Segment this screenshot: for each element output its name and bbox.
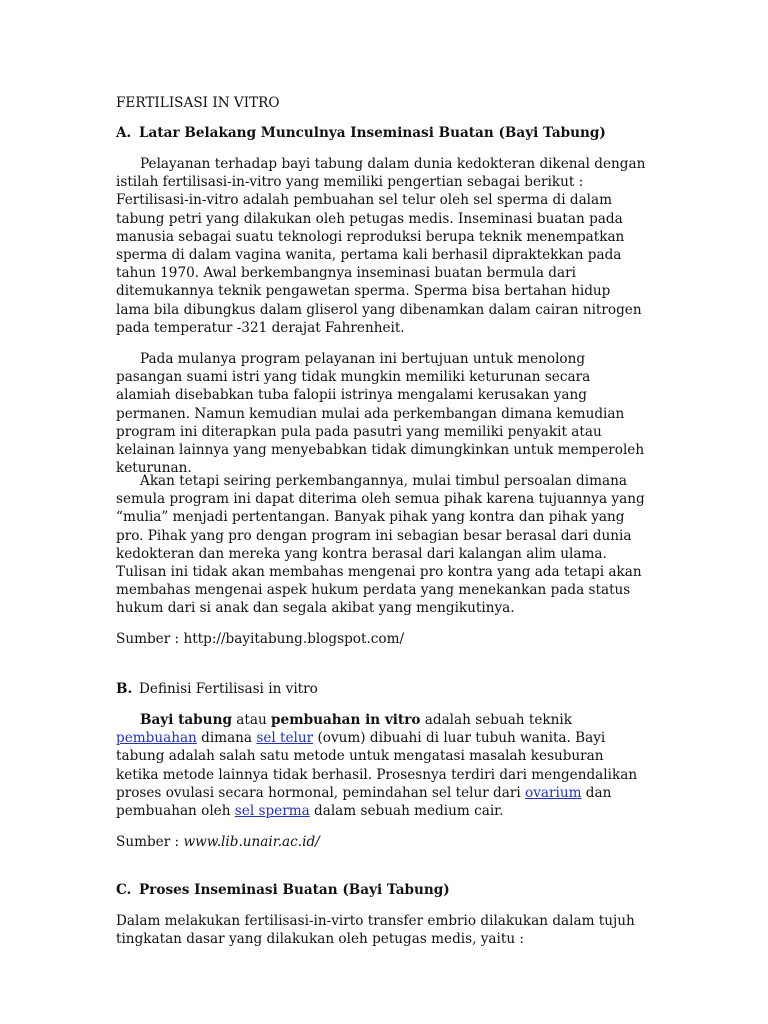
link-sel-sperma[interactable]: sel sperma [234,803,310,820]
source-url: http://bayitabung.blogspot.com/ [183,631,405,647]
document-title: FERTILISASI IN VITRO [116,95,280,111]
section-b-title: Definisi Fertilisasi in vitro [139,681,318,697]
section-a-source [116,630,646,648]
text-fragment: dalam sebuah medium cair. [309,803,504,820]
section-c-letter: C. [116,882,132,898]
section-a-letter: A. [116,125,132,141]
section-c-title: Proses Inseminasi Buatan (Bayi Tabung) [139,882,450,898]
link-sel-telur[interactable]: sel telur [256,730,314,747]
section-c-paragraph: Dalam melakukan fertilisasi-in-virto transfer embrio dilakukan dalam tujuh tingkatan dasar yang dilakukan oleh petugas medis, yaitu : [116,913,635,948]
text-fragment: atau [231,712,272,728]
source-label: Sumber : [116,631,180,647]
link-ovarium[interactable]: ovarium [525,784,582,801]
section-b-source [116,833,646,851]
section-a-title: Latar Belakang Munculnya Inseminasi Buatan (Bayi Tabung) [139,125,606,141]
text-fragment: dan pembuahan oleh [116,784,612,820]
section-a-paragraph-2: Pada mulanya program pelayanan ini bertujuan untuk menolong pasangan suami istri yang tidak mungkin memiliki keturunan secara alamiah disebabkan tuba falopii istrinya mengalami kerusakan yang permanen. Namun kemudian mulai ada perkembangan dimana kemudian program ini diterapkan pula pada pasutri yang memiliki penyakit atau kelainan lainnya yang menyebabkan tidak dimungkinkan untuk memperoleh keturunan. [116,351,645,477]
text-fragment: adalah sebuah teknik [420,712,572,728]
text-fragment: (ovum) dibuahi di luar tubuh wanita. Bayi tabung adalah salah satu metode untuk mengatasi masalah kesuburan ketika metode lainnya tidak berhasil. Prosesnya terdiri dari mengendalikan proses ovulasi secara hormonal, pemindahan sel telur dari [116,730,638,801]
section-c-heading [116,881,646,899]
section-b-paragraph [116,711,646,820]
section-b-letter: B. [116,681,133,697]
section-a-paragraph-3: Akan tetapi seiring perkembangannya, mulai timbul persoalan dimana semula program ini dapat diterima oleh semua pihak karena tujuannya yang “mulia” menjadi pertentangan. Banyak pihak yang kontra dan pihak yang pro. Pihak yang pro dengan program ini sebagian besar berasal dari dunia kedokteran dan mereka yang kontra berasal dari kalangan alim ulama. Tulisan ini tidak akan membahas mengenai pro kontra yang ada tetapi akan membahas mengenai aspek hukum perdata yang menekankan pada status hukum dari si anak dan segala akibat yang mengikutinya. [116,473,645,617]
section-a-paragraph-1: Pelayanan terhadap bayi tabung dalam dunia kedokteran dikenal dengan istilah fertilisasi-in-vitro yang memiliki pengertian sebagai berikut : Fertilisasi-in-vitro adalah pembuahan sel telur oleh sel sperma di dalam tabung petri yang dilakukan oleh petugas medis. Inseminasi buatan pada manusia sebagai suatu teknologi reproduksi berupa teknik menempatkan sperma di dalam vagina wanita, pertama kali berhasil dipraktekkan pada tahun 1970. Awal berkembangnya inseminasi buatan bermula dari ditemukannya teknik pengawetan sperma. Sperma bisa bertahan hidup lama bila dibungkus dalam gliserol yang dibenamkan dalam cairan nitrogen pada temperatur -321 derajat Fahrenheit. [116,156,646,336]
section-b-heading [116,680,646,698]
link-pembuahan[interactable]: pembuahan [116,730,197,747]
text-fragment: dimana [196,730,257,747]
source-url: www.lib.unair.ac.id/ [183,834,320,850]
source-label: Sumber : [116,834,184,850]
section-a-heading [116,124,646,142]
term-pembuahan-in-vitro: pembuahan in vitro [271,712,421,728]
term-bayi-tabung: Bayi tabung [140,712,232,728]
